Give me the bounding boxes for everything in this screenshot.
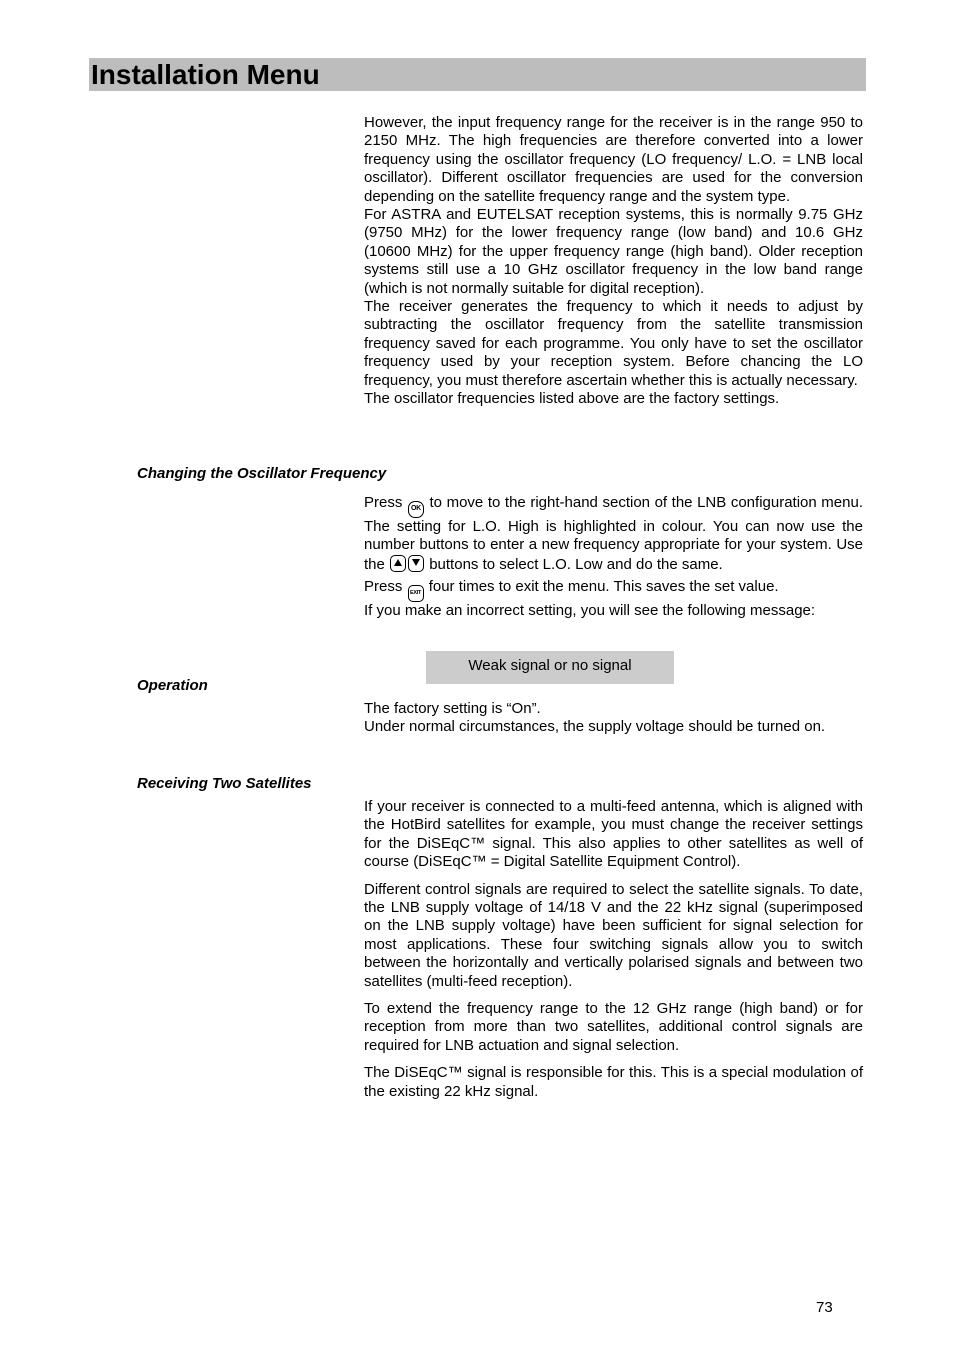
error-message-box: Weak signal or no signal <box>426 651 674 684</box>
ok-button-icon <box>408 501 424 518</box>
oscillator-paragraph-1 <box>364 494 863 574</box>
text-span: Press <box>364 578 403 596</box>
exit-button-icon <box>408 585 424 602</box>
page-title-bar <box>89 58 866 91</box>
section-heading-two-satellites: Receiving Two Satellites <box>137 775 312 792</box>
arrow-down-button-icon <box>408 555 424 572</box>
intro-text <box>364 114 863 409</box>
two-satellites-text <box>364 798 863 1101</box>
text-span: Press <box>364 494 403 511</box>
intro-paragraph: The oscillator frequencies listed above are the factory settings. <box>364 390 780 408</box>
intro-paragraph: For ASTRA and EUTELSAT reception systems, this is normally 9.75 GHz (9750 MHz) for the lower frequency range (low band) and 10.6 GHz (10600 MHz) for the upper frequency range (high band). Older reception systems still use a 10 GHz oscillator frequency in the low band range (which is not normally suitable for digital reception). <box>364 206 863 297</box>
satellites-paragraph: To extend the frequency range to the 12 GHz range (high band) or for reception from more than two satellites, additional control signals are required for LNB actuation and signal selection. <box>364 1000 863 1054</box>
operation-line: Under normal circumstances, the supply voltage should be turned on. <box>364 718 826 736</box>
operation-text <box>364 700 863 737</box>
exit-key-label: EXIT <box>410 590 422 597</box>
text-span: to move to the right-hand section of the LNB configuration menu. The setting for L.O. High is highlighted in colour. You can now use the number buttons to enter a new frequency appropriate for your system. Use the <box>364 494 863 573</box>
satellites-paragraph: Different control signals are required to select the satellite signals. To date, the LNB supply voltage of 14/18 V and the 22 kHz signal (superimposed on the LNB supply voltage) have been sufficient for signal selection for most applications. These four switching signals allow you to switch between the horizontally and vertically polarised signals and between two satellites (multi-feed reception). <box>364 880 863 990</box>
section-heading-operation: Operation <box>137 677 208 694</box>
section-heading-oscillator: Changing the Oscillator Frequency <box>137 465 387 482</box>
satellites-paragraph: The DiSEqC™ signal is responsible for this. This is a special modulation of the existing 22 kHz signal. <box>364 1064 863 1100</box>
page-title: Installation Menu <box>91 59 320 90</box>
text-span: four times to exit the menu. This saves the set value. <box>428 578 779 596</box>
oscillator-paragraph-3: If you make an incorrect setting, you will see the following message: <box>364 602 816 620</box>
text-span: buttons to select L.O. Low and do the same. <box>429 555 723 573</box>
satellites-paragraph: If your receiver is connected to a multi-feed antenna, which is aligned with the HotBird satellites for example, you must change the receiver settings for the DiSEqC™ signal. This also applies to other satellites as well of course (DiSEqC™ = Digital Satellite Equipment Control). <box>364 798 863 871</box>
ok-key-label: OK <box>410 505 421 512</box>
oscillator-text <box>364 494 863 621</box>
oscillator-paragraph-2 <box>364 578 863 602</box>
arrow-up-button-icon <box>390 555 406 572</box>
page-number: 73 <box>816 1299 833 1316</box>
intro-paragraph: However, the input frequency range for the receiver is in the range 950 to 2150 MHz. The high frequencies are therefore converted into a lower frequency using the oscillator frequency (LO frequency/ L.O. = LNB local oscillator). Different oscillator frequencies are used for the conversion depending on the satellite frequency range and the system type. <box>364 114 863 205</box>
operation-line: The factory setting is “On”. <box>364 700 541 717</box>
intro-paragraph: The receiver generates the frequency to which it needs to adjust by subtracting the oscillator frequency from the satellite transmission frequency saved for each programme. You only have to set the oscillator frequency used by your reception system. Before chancing the LO frequency, you must therefore ascertain whether this is actually necessary. <box>364 298 863 389</box>
